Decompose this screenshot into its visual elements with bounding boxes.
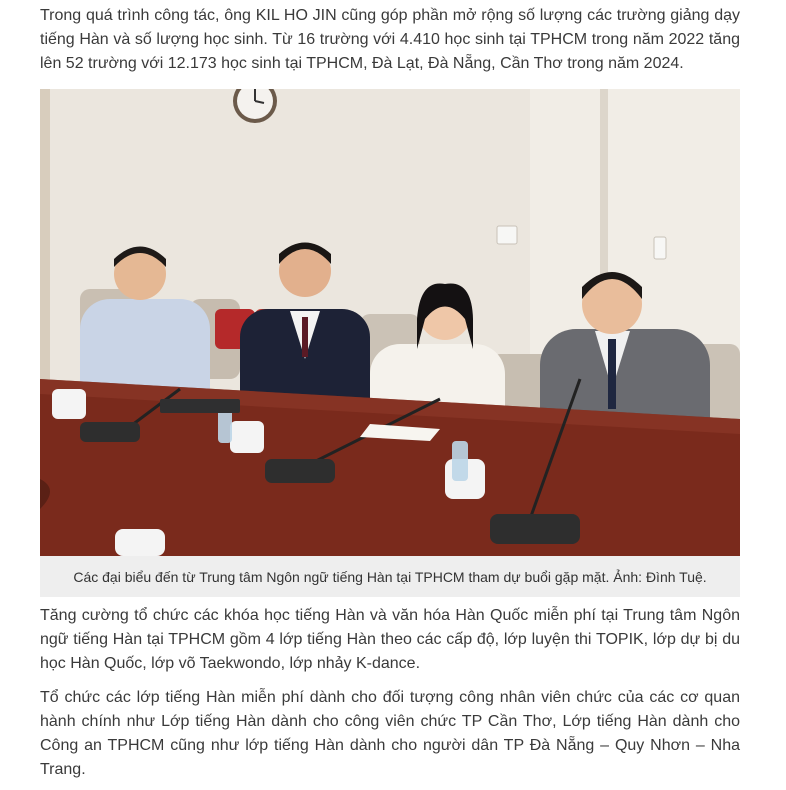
article-paragraph: Trong quá trình công tác, ông KIL HO JIN cũng góp phần mở rộng số lượng các trường giảng dạy tiếng Hàn và số lượng học sinh. Từ 16 trường với 4.410 học sinh tại TPHCM trong năm 2022 tăng lên 52 trường với 12.173 học sinh tại TPHCM, Đà Lạt, Đà Nẵng, Cần Thơ trong năm 2024.	[40, 7, 740, 72]
article-paragraph: Tăng cường tổ chức các khóa học tiếng Hàn và văn hóa Hàn Quốc miễn phí tại Trung tâm Ngôn ngữ tiếng Hàn tại TPHCM gồm 4 lớp tiếng Hàn theo các cấp độ, lớp luyện thi TOPIK, lớp dự bị du học Hàn Quốc, lớp võ Taekwondo, lớp nhảy K-dance.	[40, 607, 740, 672]
article-photo[interactable]	[40, 89, 740, 556]
meeting-photo-illustration	[40, 89, 740, 556]
photo-caption-box	[40, 556, 740, 597]
article-paragraph: Tổ chức các lớp tiếng Hàn miễn phí dành cho đối tượng công nhân viên chức của các cơ quan hành chính như Lớp tiếng Hàn dành cho công viên chức TP Cần Thơ, Lớp tiếng Hàn dành cho Công an TPHCM cũng như lớp tiếng Hàn dành cho người dân TP Đà Nẵng – Quy Nhơn – Nha Trang.	[40, 689, 740, 778]
photo-caption: Các đại biểu đến từ Trung tâm Ngôn ngữ tiếng Hàn tại TPHCM tham dự buổi gặp mặt. Ảnh: Đình Tuệ.	[73, 568, 707, 585]
